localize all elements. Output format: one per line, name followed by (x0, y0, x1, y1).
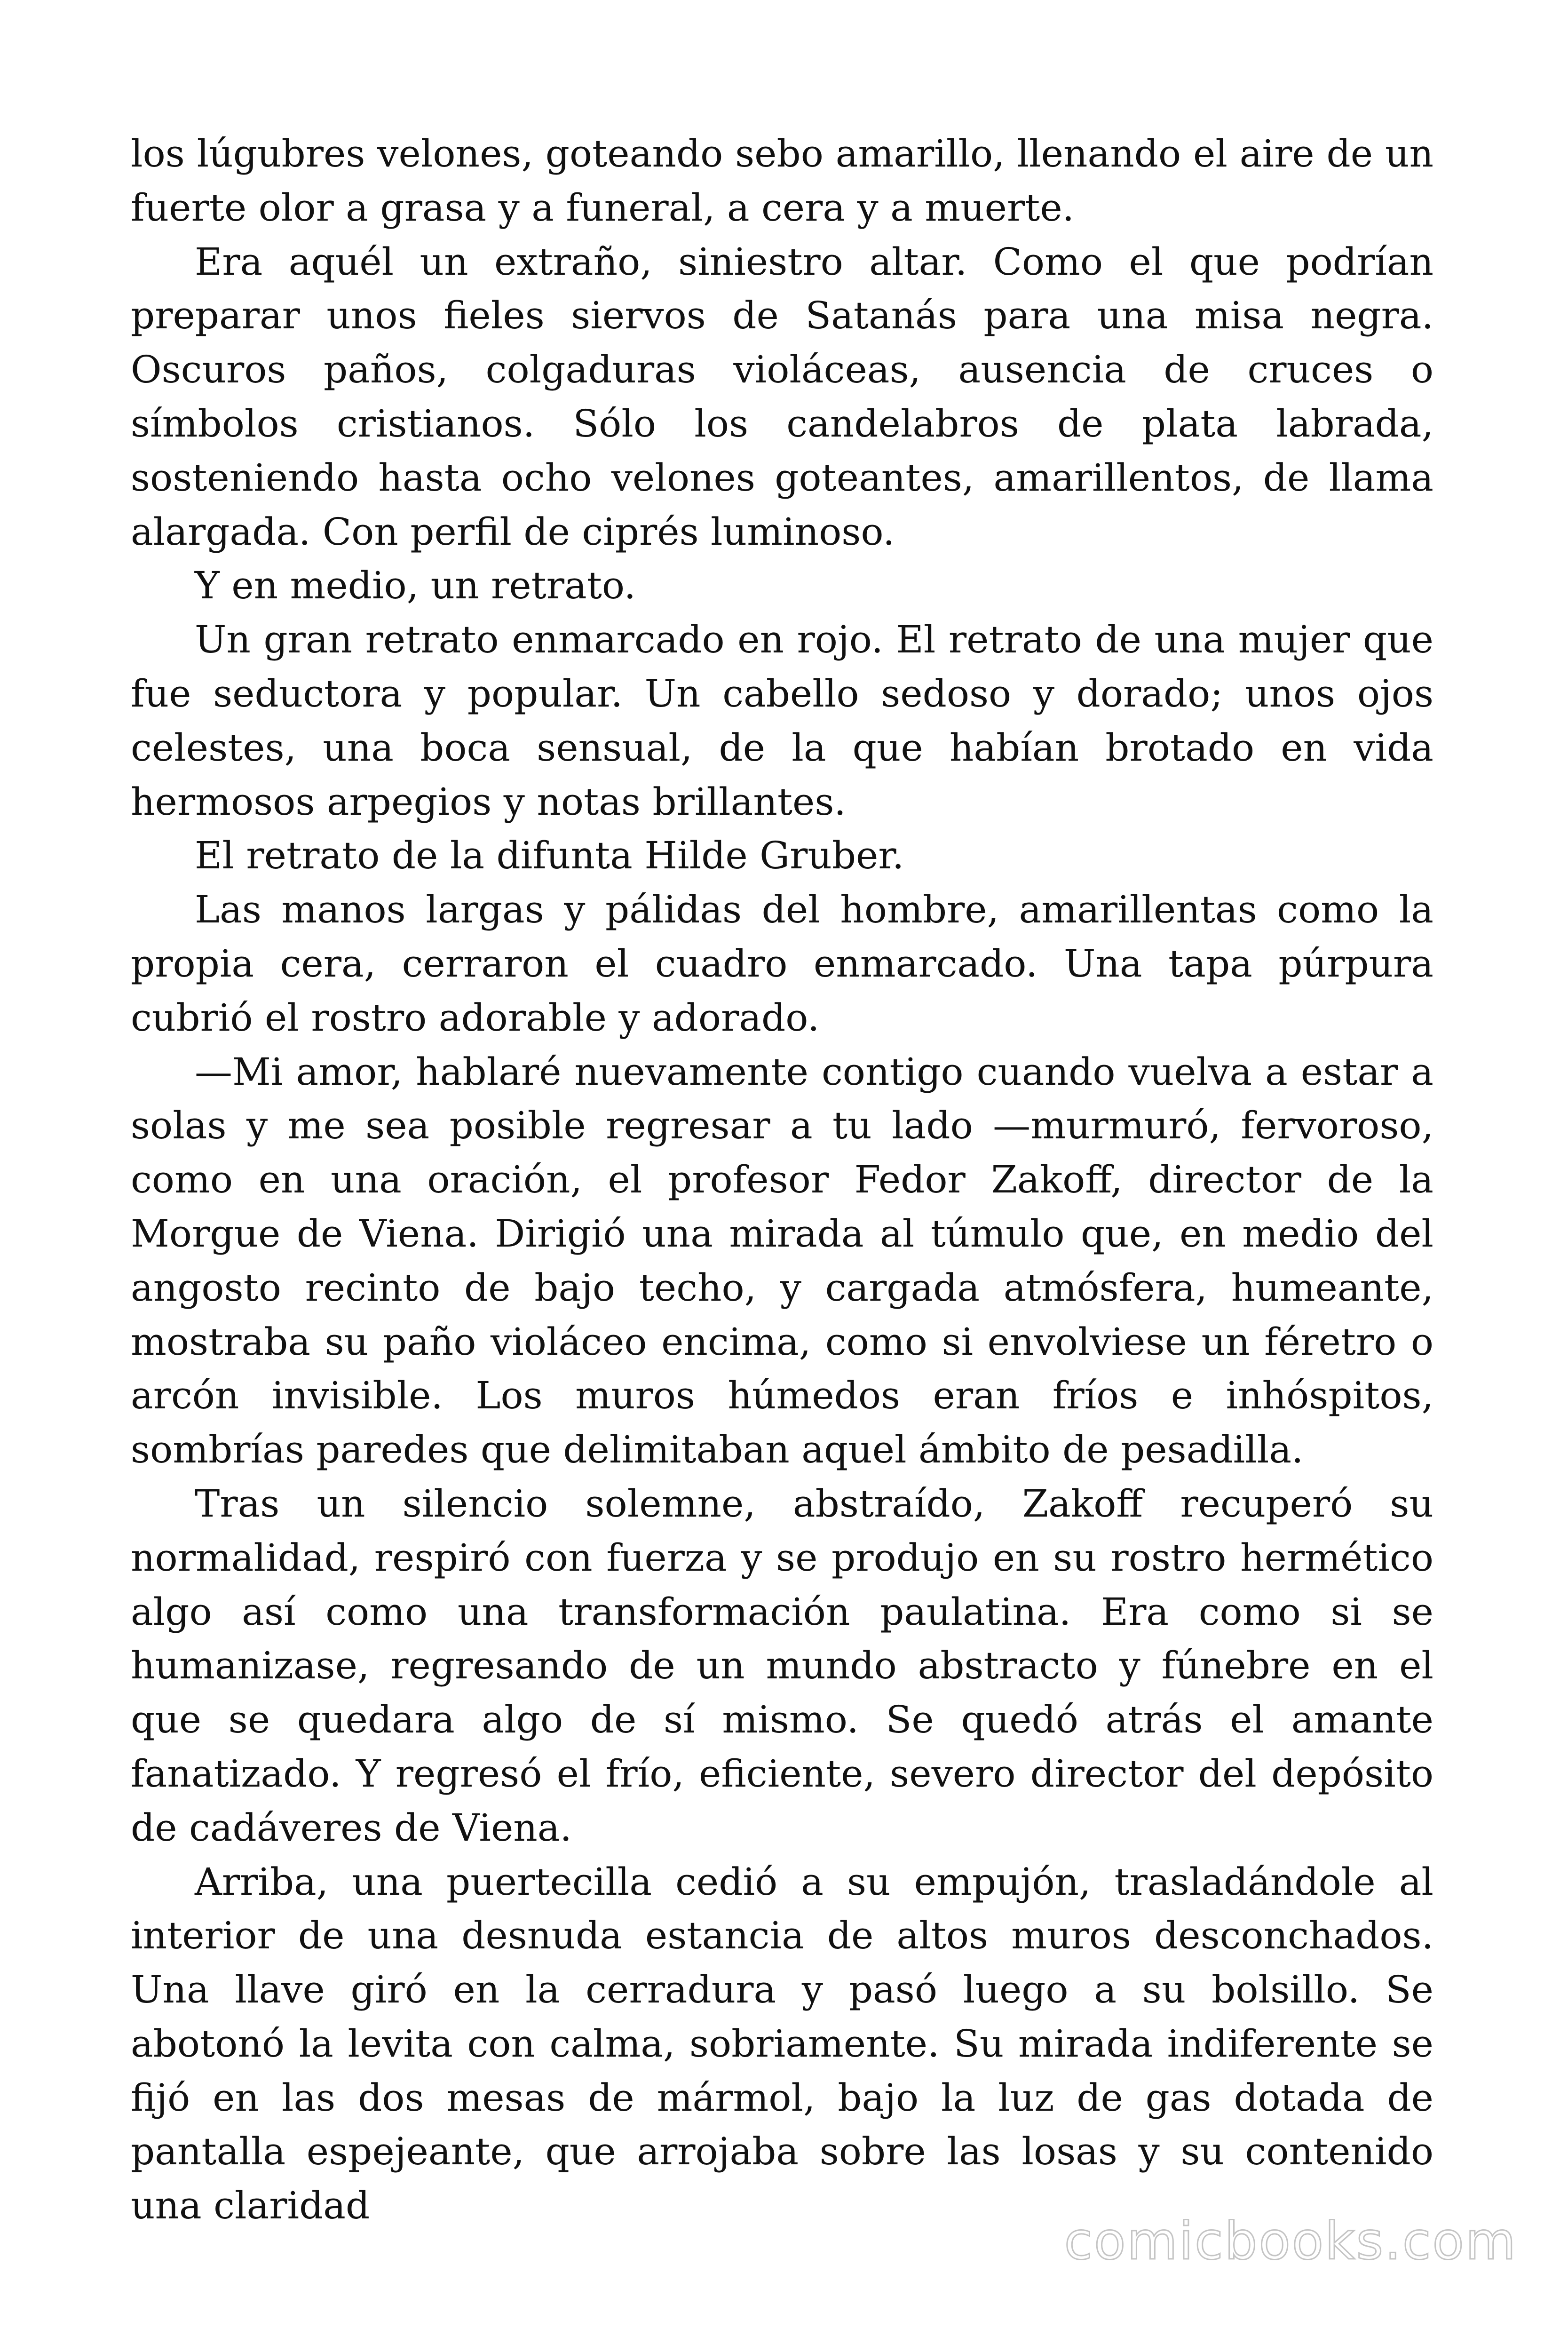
site-watermark: comicbooks.com (1064, 2211, 1517, 2271)
paragraph-5: El retrato de la difunta Hilde Gruber. (195, 834, 904, 878)
paragraph-8: Tras un silencio solemne, abstraído, Zakoff recuperó su normalidad, respiró con fuerza y se produjo en su rostro hermético algo así como una transformación paulatina. Era como si se humanizase, regresando de un mundo abstracto y fúnebre en el que se quedara algo de sí mismo. Se quedó atrás el amante fanatizado. Y regresó el frío, eficiente, severo director del depósito de cadáveres de Viena. (131, 1481, 1433, 1850)
paragraph-9: Arriba, una puertecilla cedió a su empujón, trasladándole al interior de una desnuda estancia de altos muros desconchados. Una llave giró en la cerradura y pasó luego a su bolsillo. Se abotonó la levita con calma, sobriamente. Su mirada indiferente se fijó en las dos mesas de mármol, bajo la luz de gas dotada de pantalla espejeante, que arrojaba sobre las losas y su contenido una claridad (131, 1859, 1433, 2228)
paragraph-6: Las manos largas y pálidas del hombre, amarillentas como la propia cera, cerraron el cuadro enmarcado. Una tapa púrpura cubrió el rostro adorable y adorado. (131, 888, 1433, 1040)
book-page-text (131, 127, 1433, 2233)
paragraph-7: —Mi amor, hablaré nuevamente contigo cuando vuelva a estar a solas y me sea posible regresar a tu lado —murmuró, fervoroso, como en una oración, el profesor Fedor Zakoff, director de la Morgue de Viena. Dirigió una mirada al túmulo que, en medio del angosto recinto de bajo techo, y cargada atmósfera, humeante, mostraba su paño violáceo encima, como si envolviese un féretro o arcón invisible. Los muros húmedos eran fríos e inhóspitos, sombrías paredes que delimitaban aquel ámbito de pesadilla. (131, 1049, 1433, 1472)
paragraph-3: Y en medio, un retrato. (195, 564, 636, 608)
paragraph-4: Un gran retrato enmarcado en rojo. El retrato de una mujer que fue seductora y popular. Un cabello sedoso y dorado; unos ojos celestes, una boca sensual, de la que habían brotado en vida hermosos arpegios y notas brillantes. (131, 618, 1433, 824)
paragraph-2: Era aquél un extraño, siniestro altar. Como el que podrían preparar unos fieles siervos de Satanás para una misa negra. Oscuros paños, colgaduras violáceas, ausencia de cruces o símbolos cristianos. Sólo los candelabros de plata labrada, sosteniendo hasta ocho velones goteantes, amarillentos, de llama alargada. Con perfil de ciprés luminoso. (131, 239, 1433, 554)
paragraph-1: los lúgubres velones, goteando sebo amarillo, llenando el aire de un fuerte olor a grasa y a funeral, a cera y a muerte. (131, 132, 1433, 230)
